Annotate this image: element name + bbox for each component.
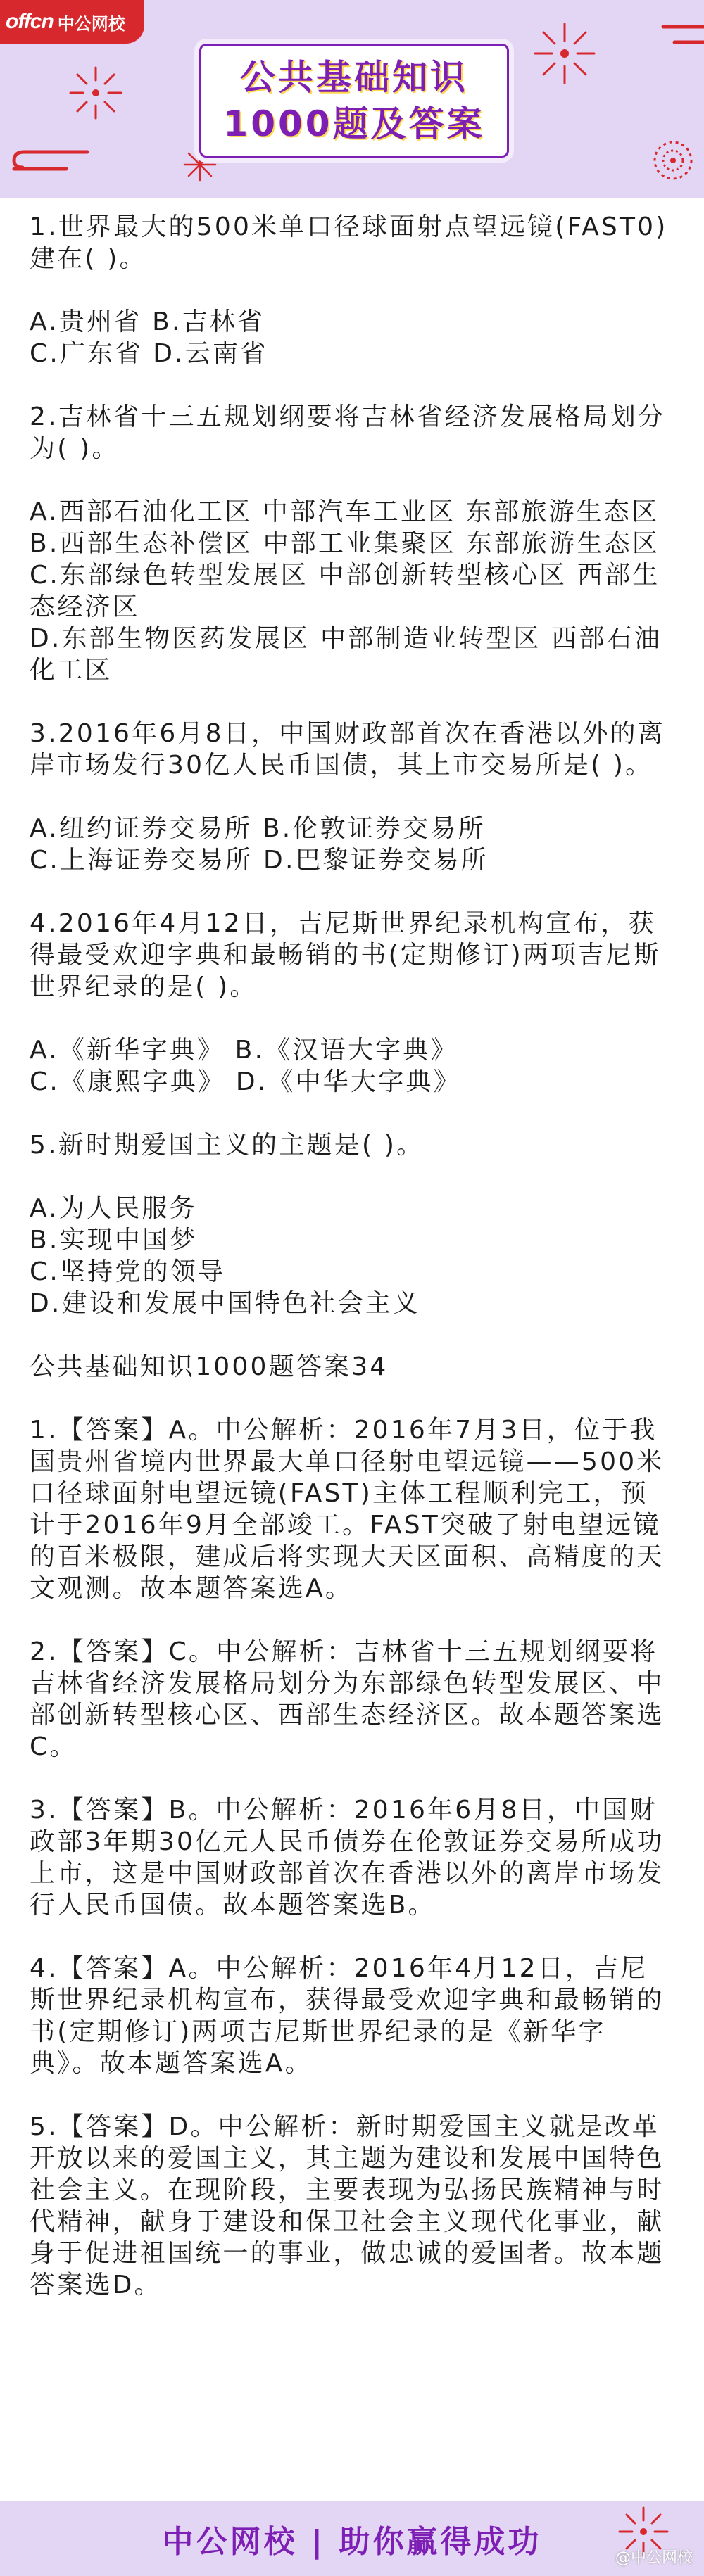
brand-logo[interactable] [0, 0, 144, 44]
spiral-firework-icon [650, 138, 696, 183]
title-line-1: 公共基础知识 [240, 57, 468, 98]
question-2-options [30, 496, 673, 686]
article-body [0, 211, 704, 2333]
question-4-stem [30, 908, 673, 1003]
question-3-options [30, 813, 673, 876]
title-box [199, 44, 509, 158]
question-text: 5.新时期爱国主义的主题是( )。 [30, 1131, 425, 1160]
option-line: C.东部绿色转型发展区 中部创新转型核心区 西部生态经济区 [30, 561, 660, 621]
question-5-stem [30, 1129, 673, 1161]
answer-text: 3.【答案】B。中公解析：2016年6月8日，中国财政部3年期30亿元人民币债券在伦敦证券交易所成功上市，这是中国财政部首次在香港以外的离岸市场发行人民币国债。故本题答案选B。 [30, 1796, 665, 1920]
question-text: 2.吉林省十三五规划纲要将吉林省经济发展格局划分为( )。 [30, 402, 666, 463]
firework-icon [68, 65, 124, 121]
footer-banner [0, 2501, 704, 2576]
cloud-icon [10, 145, 94, 176]
header-banner [0, 0, 704, 198]
cloud-icon [660, 21, 704, 49]
answer-2 [30, 1636, 673, 1763]
logo-cn-text: 中公网校 [57, 13, 125, 34]
logo-en-text: offcn [6, 10, 54, 33]
firework-icon [532, 21, 597, 86]
answer-text: 2.【答案】C。中公解析：吉林省十三五规划纲要将吉林省经济发展格局划分为东部绿色转型发展区、中部创新转型核心区、西部生态经济区。故本题答案选C。 [30, 1637, 665, 1761]
answer-text: 1.【答案】A。中公解析：2016年7月3日，位于我国贵州省境内世界最大单口径射电望远镜——500米口径球面射电望远镜(FAST)主体工程顺利完工，预计于2016年9月全部竣工。FAST突破了射电望远镜的百米极限，建成后将实现大天区面积、高精度的天文观测。故本题答案选A。 [30, 1416, 665, 1603]
question-text: 1.世界最大的500米单口径球面射点望远镜(FAST0)建在( )。 [30, 212, 668, 273]
option-line: A.贵州省 B.吉林省 [30, 307, 265, 336]
option-line: C.《康熙字典》 D.《中华大字典》 [30, 1067, 461, 1096]
option-line: B.西部生态补偿区 中部工业集聚区 东部旅游生态区 [30, 529, 660, 558]
answers-heading: 公共基础知识1000题答案34 [30, 1352, 389, 1381]
question-4-options [30, 1034, 673, 1098]
option-line: D.建设和发展中国特色社会主义 [30, 1289, 421, 1318]
question-3-stem [30, 718, 673, 781]
answer-text: 5.【答案】D。中公解析：新时期爱国主义就是改革开放以来的爱国主义，其主题为建设和发展中国特色社会主义。在现阶段，主要表现为弘扬民族精神与时代精神，献身于建设和保卫社会主义现代化事业，献身于促进祖国统一的事业，做忠诚的爱国者。故本题答案选D。 [30, 2112, 665, 2299]
question-text: 3.2016年6月8日，中国财政部首次在香港以外的离岸市场发行30亿人民币国债，其上市交易所是( )。 [30, 719, 665, 780]
option-line: B.实现中国梦 [30, 1226, 198, 1255]
question-1-stem [30, 211, 673, 274]
weibo-watermark: @中公网校 [615, 2549, 693, 2567]
question-2-stem [30, 401, 673, 464]
answer-3 [30, 1794, 673, 1921]
option-line: C.广东省 D.云南省 [30, 339, 268, 368]
title-line-2: 1000题及答案 [223, 103, 485, 144]
question-text: 4.2016年4月12日，吉尼斯世界纪录机构宣布，获得最受欢迎字典和最畅销的书(定期修订)两项吉尼斯世界纪录的是( )。 [30, 909, 661, 1001]
answer-5 [30, 2111, 673, 2301]
option-line: D.东部生物医药发展区 中部制造业转型区 西部石油化工区 [30, 624, 662, 685]
footer-slogan: 中公网校 | 助你赢得成功 [162, 2523, 542, 2560]
option-line: C.坚持党的领导 [30, 1257, 226, 1286]
answer-text: 4.【答案】A。中公解析：2016年4月12日，吉尼斯世界纪录机构宣布，获得最受欢迎字典和最畅销的书(定期修订)两项吉尼斯世界纪录的是《新华字典》。故本题答案选A。 [30, 1954, 665, 2078]
option-line: A.《新华字典》 B.《汉语大字典》 [30, 1036, 458, 1065]
option-line: A.纽约证券交易所 B.伦敦证券交易所 [30, 814, 486, 843]
answer-1 [30, 1414, 673, 1604]
option-line: A.为人民服务 [30, 1194, 197, 1223]
answer-4 [30, 1953, 673, 2079]
question-1-options [30, 306, 673, 369]
question-5-options [30, 1193, 673, 1319]
option-line: C.上海证券交易所 D.巴黎证券交易所 [30, 846, 489, 875]
option-line: A.西部石油化工区 中部汽车工业区 东部旅游生态区 [30, 497, 660, 526]
